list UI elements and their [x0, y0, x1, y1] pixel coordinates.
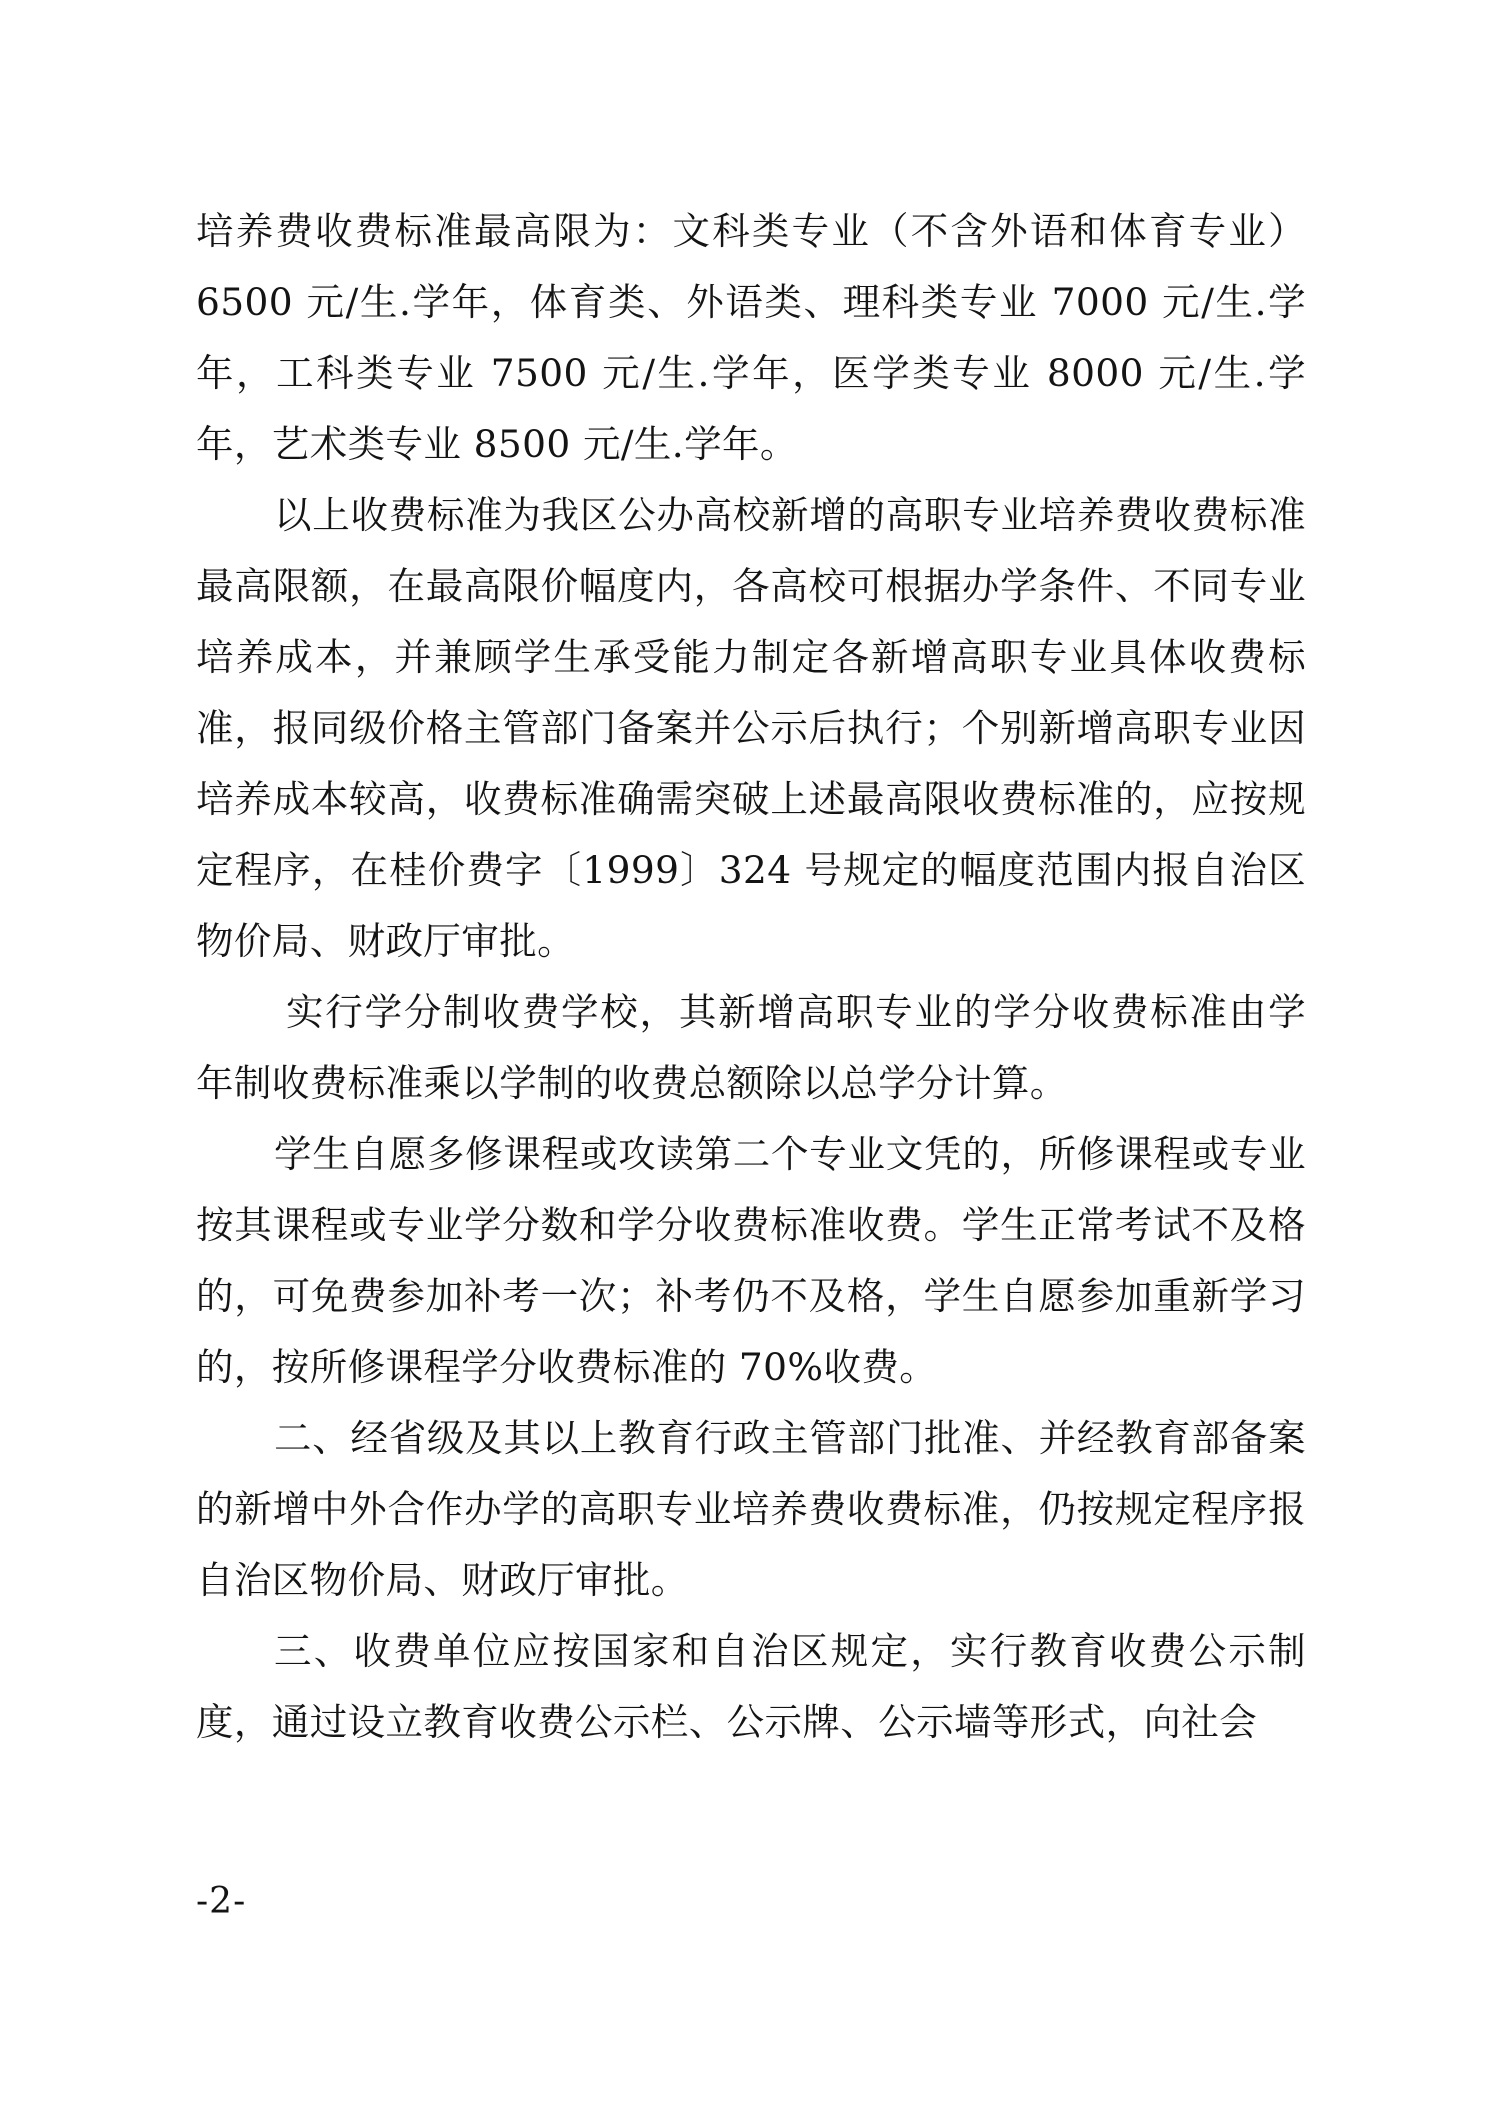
document-body: [196, 196, 1306, 1758]
paragraph-item-three: 三、收费单位应按国家和自治区规定，实行教育收费公示制度，通过设立教育收费公示栏、公示牌、公示墙等形式，向社会: [196, 1629, 1306, 1744]
paragraph-item-two: 二、经省级及其以上教育行政主管部门批准、并经教育部备案的新增中外合作办学的高职专业培养费收费标准，仍按规定程序报自治区物价局、财政厅审批。: [196, 1416, 1306, 1602]
paragraph-credit-system: 实行学分制收费学校，其新增高职专业的学分收费标准由学年制收费标准乘以学制的收费总额除以总学分计算。: [196, 990, 1306, 1105]
paragraph-student-extra-courses: 学生自愿多修课程或攻读第二个专业文凭的，所修课程或专业按其课程或专业学分数和学分收费标准收费。学生正常考试不及格的，可免费参加补考一次；补考仍不及格，学生自愿参加重新学习的，按所修课程学分收费标准的 70%收费。: [196, 1132, 1306, 1389]
page-number: -2-: [196, 1881, 247, 1922]
paragraph-fee-standards: 培养费收费标准最高限为：文科类专业（不含外语和体育专业）6500 元/生.学年，体育类、外语类、理科类专业 7000 元/生.学年，工科类专业 7500 元/生.学年，医学类专业 8000 元/生.学年，艺术类专业 8500 元/生.学年。: [196, 209, 1306, 466]
paragraph-max-limit-rules: 以上收费标准为我区公办高校新增的高职专业培养费收费标准最高限额，在最高限价幅度内，各高校可根据办学条件、不同专业培养成本，并兼顾学生承受能力制定各新增高职专业具体收费标准，报同级价格主管部门备案并公示后执行；个别新增高职专业因培养成本较高，收费标准确需突破上述最高限收费标准的，应按规定程序，在桂价费字〔1999〕324 号规定的幅度范围内报自治区物价局、财政厅审批。: [196, 493, 1306, 963]
